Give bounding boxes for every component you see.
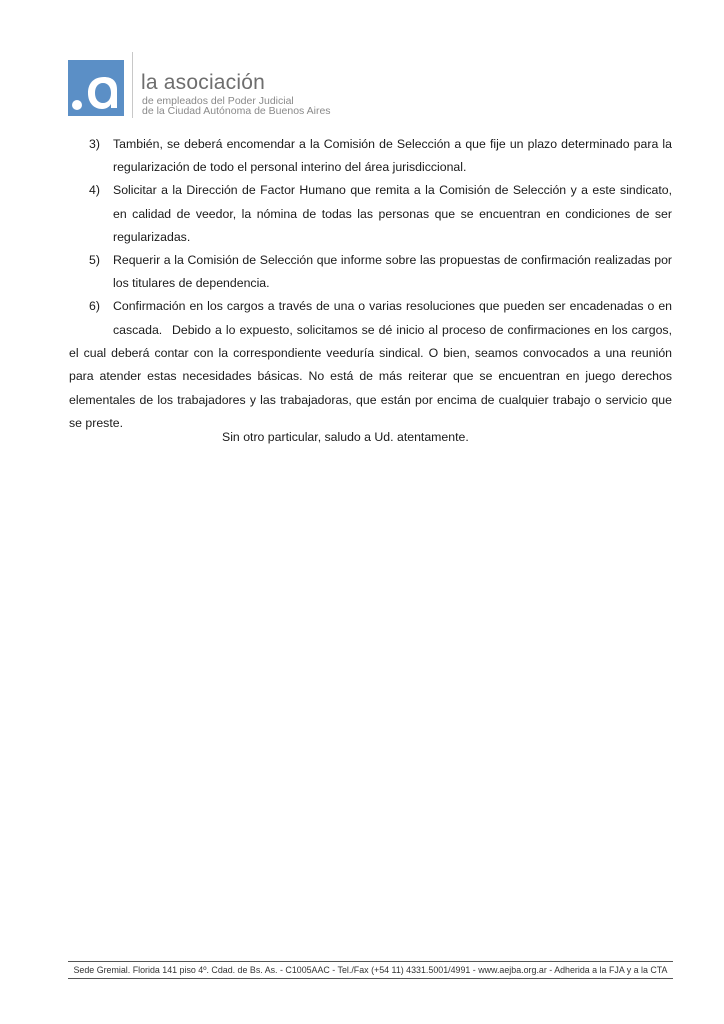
list-item-text: También, se deberá encomendar a la Comisión de Selección a que fije un plazo determinado para la regularización de todo el personal interino del área jurisdiccional. (113, 137, 672, 175)
list-item-number: 6) (89, 299, 100, 314)
list-item (69, 179, 672, 249)
list-item-text: Requerir a la Comisión de Selección que informe sobre las propuestas de confirmación realizadas por los titulares de dependencia. (113, 253, 672, 291)
request-list (69, 133, 672, 342)
list-item (69, 133, 672, 179)
closing-line: Sin otro particular, saludo a Ud. atentamente. (222, 430, 469, 444)
list-item (69, 249, 672, 295)
list-item-number: 4) (89, 183, 100, 198)
header-divider (132, 52, 133, 118)
footer-address: Sede Gremial. Florida 141 piso 4º. Cdad. de Bs. As. - C1005AAC - Tel./Fax (+54 11) 4331.5001/4991 - www.aejba.org.ar - Adherida a la FJA y a la CTA (73, 965, 668, 975)
footer-divider-top (68, 961, 673, 962)
list-item-text: Solicitar a la Dirección de Factor Humano que remita a la Comisión de Selección y a este sindicato, en calidad de veedor, la nómina de todas las personas que se encuentran en condiciones de ser regularizadas. (113, 183, 672, 244)
org-subtitle-line-2: de la Ciudad Autónoma de Buenos Aires (142, 105, 331, 117)
org-name: la asociación (141, 71, 266, 94)
org-subtitle-line-1: de empleados del Poder Judicial (142, 95, 294, 107)
body-paragraph-text: Debido a lo expuesto, solicitamos se dé inicio al proceso de confirmaciones en los cargos, el cual deberá contar con la correspondiente veeduría sindical. O bien, seamos convocados a una reunión para atender estas necesidades básicas. No está de más reiterar que se encuentran en juego derechos elementales de los trabajadores y las trabajadoras, que están por encima de cualquier trabajo o servicio que se preste. (69, 323, 672, 430)
list-item-text: Confirmación en los cargos a través de una o varias resoluciones que pueden ser encadenadas o en cascada. (113, 299, 672, 337)
body-paragraph (69, 319, 672, 435)
aejba-logo-icon (68, 60, 124, 116)
list-item-number: 3) (89, 137, 100, 151)
footer-divider-bottom (68, 978, 673, 979)
list-item-number: 5) (89, 253, 100, 268)
